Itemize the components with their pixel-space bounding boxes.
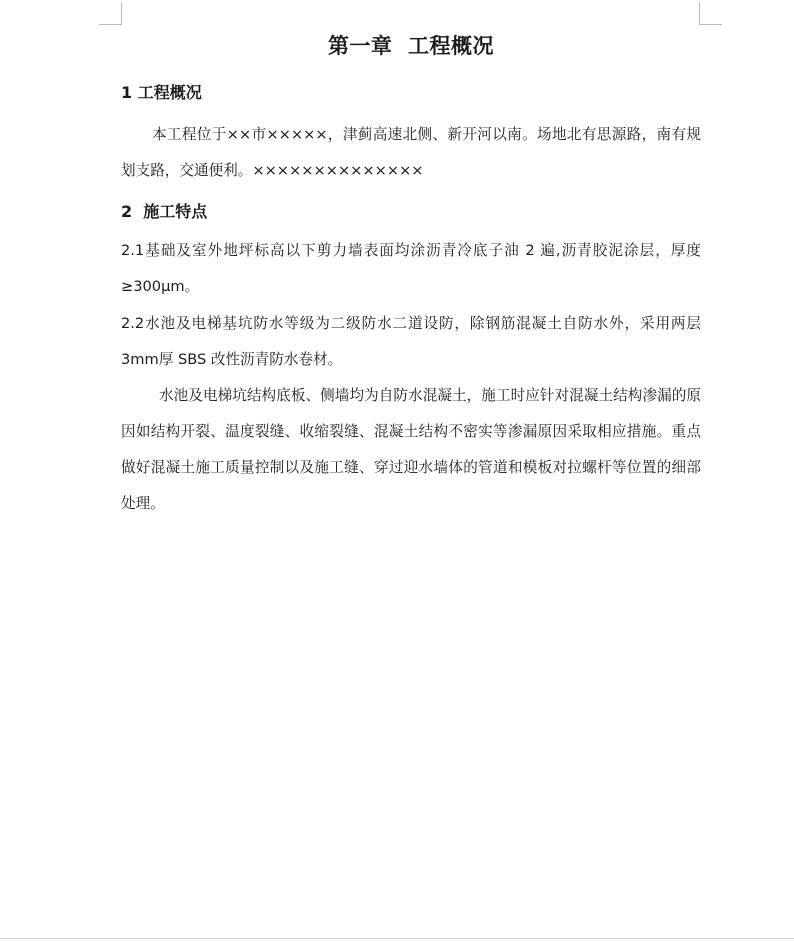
page-bottom-divider — [0, 938, 794, 939]
paragraph-waterproofing-measures: 水池及电梯坑结构底板、侧墙均为自防水混凝土，施工时应针对混凝土结构渗漏的原因如结构开裂、温度裂缝、收缩裂缝、混凝土结构不密实等渗漏原因采取相应措施。重点做好混凝土施工质量控制以及施工缝、穿过迎水墙体的管道和模板对拉螺杆等位置的细部处理。 — [121, 387, 701, 512]
chapter-title: 第一章 工程概况 — [327, 34, 495, 58]
section-heading-2: 2 施工特点 — [121, 202, 208, 221]
paragraph-2-2: 2.2水池及电梯基坑防水等级为二级防水二道设防，除钢筋混凝土自防水外，采用两层 3mm厚 SBS 改性沥青防水卷材。 — [121, 315, 701, 368]
paragraph-2-1: 2.1基础及室外地坪标高以下剪力墙表面均涂沥青冷底子油 2 遍,沥青胶泥涂层，厚度≥300μm。 — [121, 242, 701, 295]
section-heading-1: 1 工程概况 — [121, 83, 202, 102]
page-corner-mark-top-left — [99, 2, 122, 25]
paragraph-project-overview: 本工程位于××市×××××，津蓟高速北侧、新开河以南。场地北有思源路，南有规划支路，交通便利。×××××××××××××× — [121, 126, 701, 179]
page-corner-mark-top-right — [699, 2, 722, 25]
